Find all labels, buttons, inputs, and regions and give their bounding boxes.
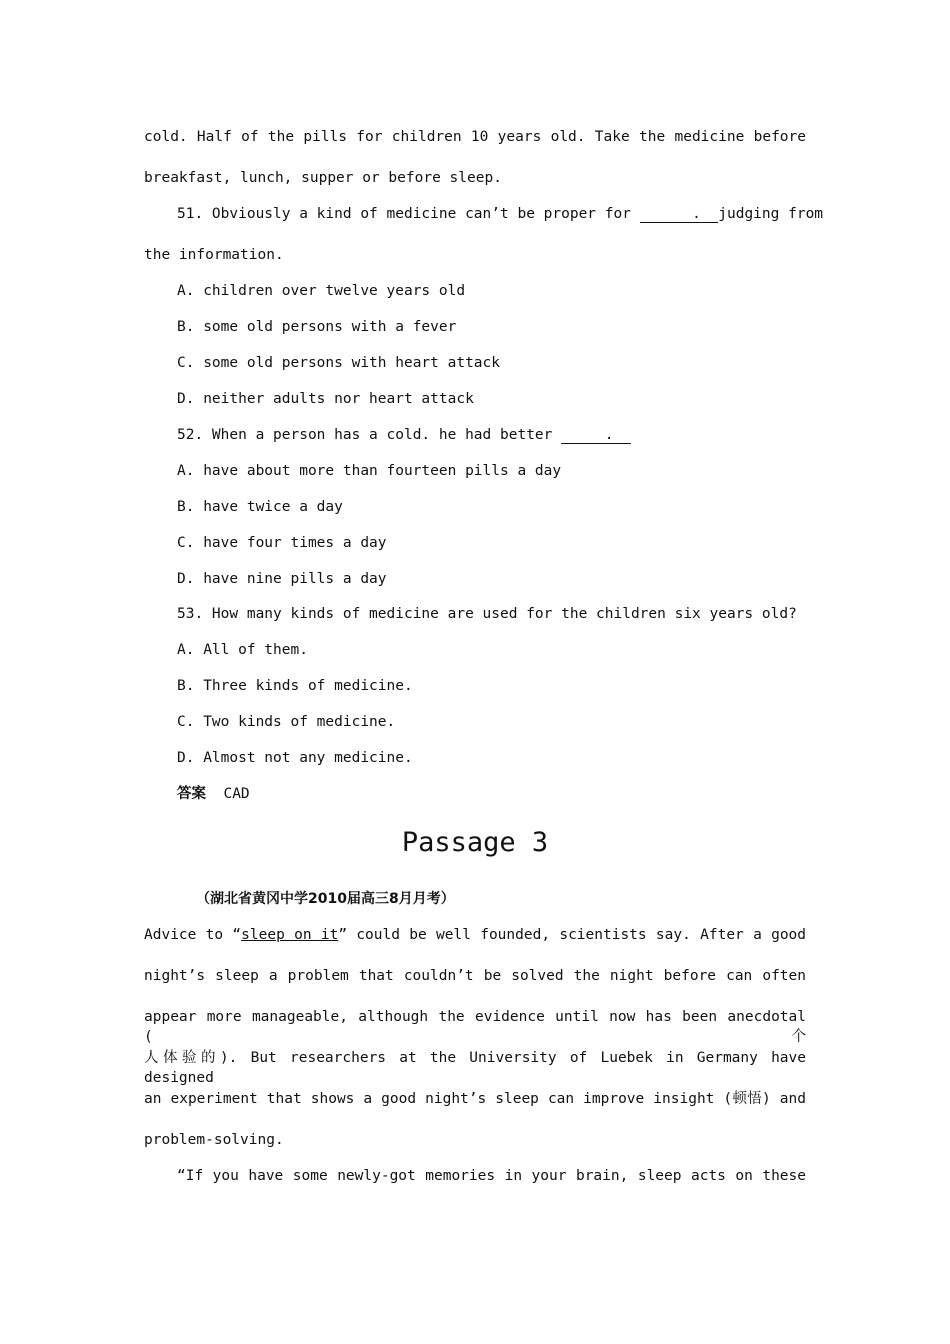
- passage-3-source: （湖北省黄冈中学2010届高三8月月考）: [196, 891, 455, 907]
- question-52-stem-text: 52. When a person has a cold. he had better: [177, 427, 562, 443]
- question-51-option-b: B. some old persons with a fever: [177, 319, 457, 335]
- para-1-text-after: ” could be well founded, scientists say. After a good: [338, 927, 807, 943]
- question-53-option-a: A. All of them.: [177, 642, 308, 658]
- passage-3-para-1-line-2: night’s sleep a problem that couldn’t be solved the night before can often: [144, 968, 806, 984]
- question-51-option-a: A. children over twelve years old: [177, 283, 466, 299]
- sleep-on-it-phrase: sleep on it: [241, 927, 339, 943]
- passage2-line-1: cold. Half of the pills for children 10 years old. Take the medicine before: [144, 129, 806, 145]
- question-51-blank: .: [639, 206, 719, 222]
- answer-line: [177, 784, 806, 804]
- passage-3-para-1-line-6: problem-solving.: [144, 1132, 284, 1148]
- question-53-option-d: D. Almost not any medicine.: [177, 750, 413, 766]
- question-52-stem: [177, 425, 806, 445]
- passage-3-title: Passage 3: [401, 827, 549, 858]
- question-52-option-d: D. have nine pills a day: [177, 571, 387, 587]
- question-52-option-c: C. have four times a day: [177, 535, 387, 551]
- passage-3-para-2-line-1: “If you have some newly-got memories in your brain, sleep acts on these: [177, 1168, 806, 1184]
- question-53-option-b: B. Three kinds of medicine.: [177, 678, 413, 694]
- passage2-line-2: breakfast, lunch, supper or before sleep.: [144, 170, 502, 186]
- question-52-option-a: A. have about more than fourteen pills a day: [177, 463, 562, 479]
- answer-label: 答案: [177, 786, 206, 802]
- question-51-stem-cont: the information.: [144, 247, 284, 263]
- question-51-stem: [177, 204, 824, 224]
- passage-3-para-1-line-5: an experiment that shows a good night’s sleep can improve insight (顿悟) and: [144, 1091, 806, 1107]
- passage-3-para-1-line-4: 人体验的). But researchers at the University of Luebek in Germany have designed: [144, 1050, 806, 1086]
- passage-3-para-1-line-1: [144, 925, 806, 945]
- question-51-option-d: D. neither adults nor heart attack: [177, 391, 474, 407]
- question-52-blank: .: [561, 427, 631, 443]
- answer-value: CAD: [223, 786, 250, 802]
- passage-3-para-1-line-3: appear more manageable, although the evidence until now has been anecdotal (个: [144, 1009, 806, 1045]
- question-51-option-c: C. some old persons with heart attack: [177, 355, 501, 371]
- question-51-stem-text: 51. Obviously a kind of medicine can’t be proper for: [177, 206, 640, 222]
- question-53-option-c: C. Two kinds of medicine.: [177, 714, 396, 730]
- para-1-text-before: Advice to “: [144, 927, 242, 943]
- question-53-stem: 53. How many kinds of medicine are used for the children six years old?: [177, 606, 797, 622]
- question-52-option-b: B. have twice a day: [177, 499, 343, 515]
- question-51-stem-after: judging from: [718, 206, 824, 222]
